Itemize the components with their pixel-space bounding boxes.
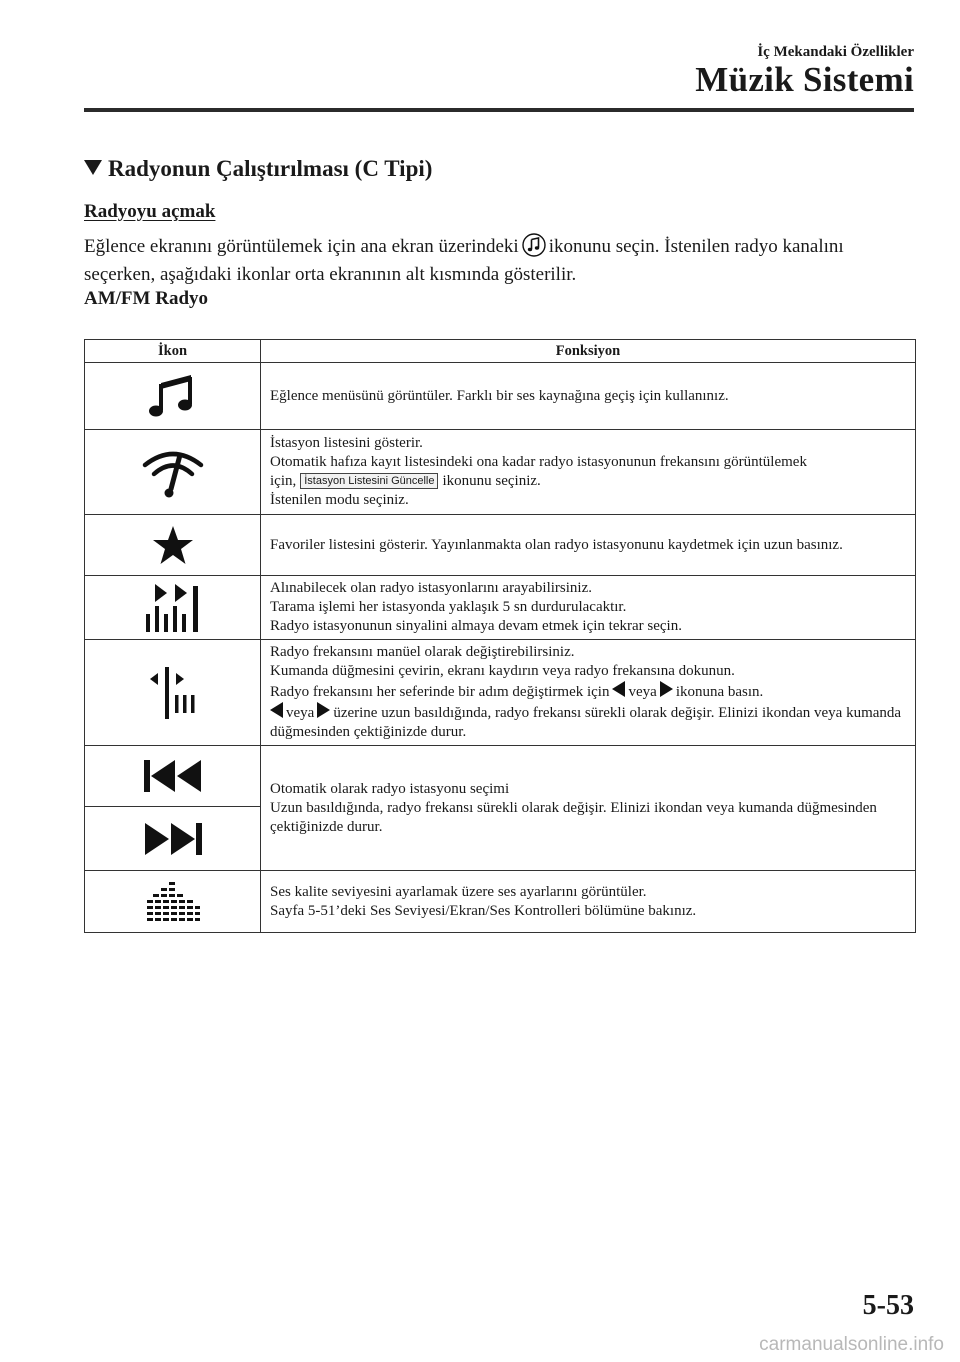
watermark: carmanualsonline.info <box>759 1334 944 1355</box>
icon-cell <box>85 363 261 430</box>
seek-forward-icon <box>141 819 205 859</box>
icon-cell <box>85 640 261 746</box>
description-text: Ses kalite seviyesini ayarlamak üzere ses ayarlarını görüntüler. <box>270 883 647 900</box>
description-cell <box>261 640 916 746</box>
music-note-icon <box>522 233 546 257</box>
station-list-icon <box>141 445 205 499</box>
update-station-list-button: İstasyon Listesini Güncelle <box>300 473 438 489</box>
icon-cell <box>85 871 261 933</box>
scan-icon <box>143 582 203 634</box>
icon-cell <box>85 515 261 576</box>
intro-text-1: Eğlence ekranını görüntülemek için ana ekran üzerindeki <box>84 236 519 257</box>
music-note-icon <box>145 369 201 423</box>
mode-heading: AM/FM Radyo <box>84 288 209 309</box>
description-text <box>270 681 907 702</box>
description-cell <box>261 515 916 576</box>
description-cell <box>261 430 916 515</box>
description-cell <box>261 363 916 430</box>
manual-tune-icon <box>148 665 198 721</box>
icon-cell <box>85 430 261 515</box>
section-heading-text: Radyonun Çalıştırılması (C Tipi) <box>108 156 433 181</box>
table-row <box>85 576 916 640</box>
description-fragment: ikonunu seçiniz. <box>442 473 541 489</box>
description-fragment: ikonuna basın. <box>675 684 764 700</box>
table-row <box>85 430 916 515</box>
description-text: Otomatik olarak radyo istasyonu seçimi <box>270 780 510 797</box>
triangle-left-icon <box>612 681 625 697</box>
header-divider <box>84 108 914 112</box>
icon-function-table <box>84 339 916 933</box>
table-row <box>85 640 916 746</box>
description-text: İstasyon listesini gösterir. <box>270 435 423 451</box>
description-text: Radyo istasyonunun sinyalini almaya devam etmek için tekrar seçin. <box>270 618 682 634</box>
description-text: Sayfa 5-51’deki Ses Seviyesi/Ekran/Ses Kontrolleri bölümüne bakınız. <box>270 902 697 919</box>
description-fragment: veya <box>628 684 657 700</box>
icon-cell <box>85 746 261 807</box>
icon-cell <box>85 576 261 640</box>
sound-settings-icon <box>145 880 201 924</box>
description-text: İstenilen modu seçiniz. <box>270 492 409 508</box>
column-header-icon: İkon <box>85 340 261 363</box>
triangle-left-icon <box>270 702 283 718</box>
page-title: Müzik Sistemi <box>695 60 914 99</box>
description-text: Radyo frekansını manüel olarak değiştirebilirsiniz. <box>270 644 575 660</box>
table-header-row <box>85 340 916 363</box>
description-fragment: üzerine uzun basıldığında, radyo frekansı sürekli olarak değişir. Elinizi ikondan veya kumanda düğmesinden çektiğinizde durur. <box>270 705 902 740</box>
intro-paragraph <box>84 233 914 289</box>
triangle-down-icon <box>84 160 102 175</box>
description-text <box>270 702 907 742</box>
subheading: Radyoyu açmak <box>84 201 216 222</box>
seek-back-icon <box>141 756 205 796</box>
description-text: Kumanda düğmesini çevirin, ekranı kaydırın veya radyo frekansına dokunun. <box>270 663 735 679</box>
triangle-right-icon <box>660 681 673 697</box>
section-heading <box>84 156 432 182</box>
table-row <box>85 363 916 430</box>
table-row <box>85 515 916 576</box>
description-cell <box>261 576 916 640</box>
description-text: Uzun basıldığında, radyo frekansı sürekli olarak değişir. Elinizi ikondan veya kumanda düğmesinden çektiğinizde durur. <box>270 799 877 835</box>
section-label: İç Mekandaki Özellikler <box>757 44 914 60</box>
description-text: Tarama işlemi her istasyonda yaklaşık 5 sn durdurulacaktır. <box>270 599 627 615</box>
column-header-function: Fonksiyon <box>261 340 916 363</box>
icon-cell <box>85 807 261 871</box>
description-text: Alınabilecek olan radyo istasyonlarını arayabilirsiniz. <box>270 580 592 596</box>
table-row <box>85 871 916 933</box>
star-icon <box>152 525 194 565</box>
description-fragment: Radyo frekansını her seferinde bir adım değiştirmek için <box>270 684 610 700</box>
description-cell <box>261 871 916 933</box>
description-fragment: için, <box>270 473 297 489</box>
triangle-right-icon <box>317 702 330 718</box>
page-number: 5-53 <box>862 1290 914 1321</box>
description-text: Otomatik hafıza kayıt listesindeki ona kadar radyo istasyonunun frekansını görüntülemek <box>270 454 807 470</box>
intro-text-2: ikonunu seçin. İstenilen radyo kanalını seçerken, aşağıdaki ikonlar orta ekranının alt kısmında gösterilir. <box>84 236 844 285</box>
description-text <box>270 472 907 491</box>
description-text: Favoriler listesini gösterir. Yayınlanmakta olan radyo istasyonunu kaydetmek için uzun basınız. <box>270 536 843 553</box>
description-cell <box>261 746 916 871</box>
table-row <box>85 746 916 807</box>
description-fragment: veya <box>286 705 315 721</box>
description-text: Eğlence menüsünü görüntüler. Farklı bir ses kaynağına geçiş için kullanınız. <box>270 387 729 404</box>
